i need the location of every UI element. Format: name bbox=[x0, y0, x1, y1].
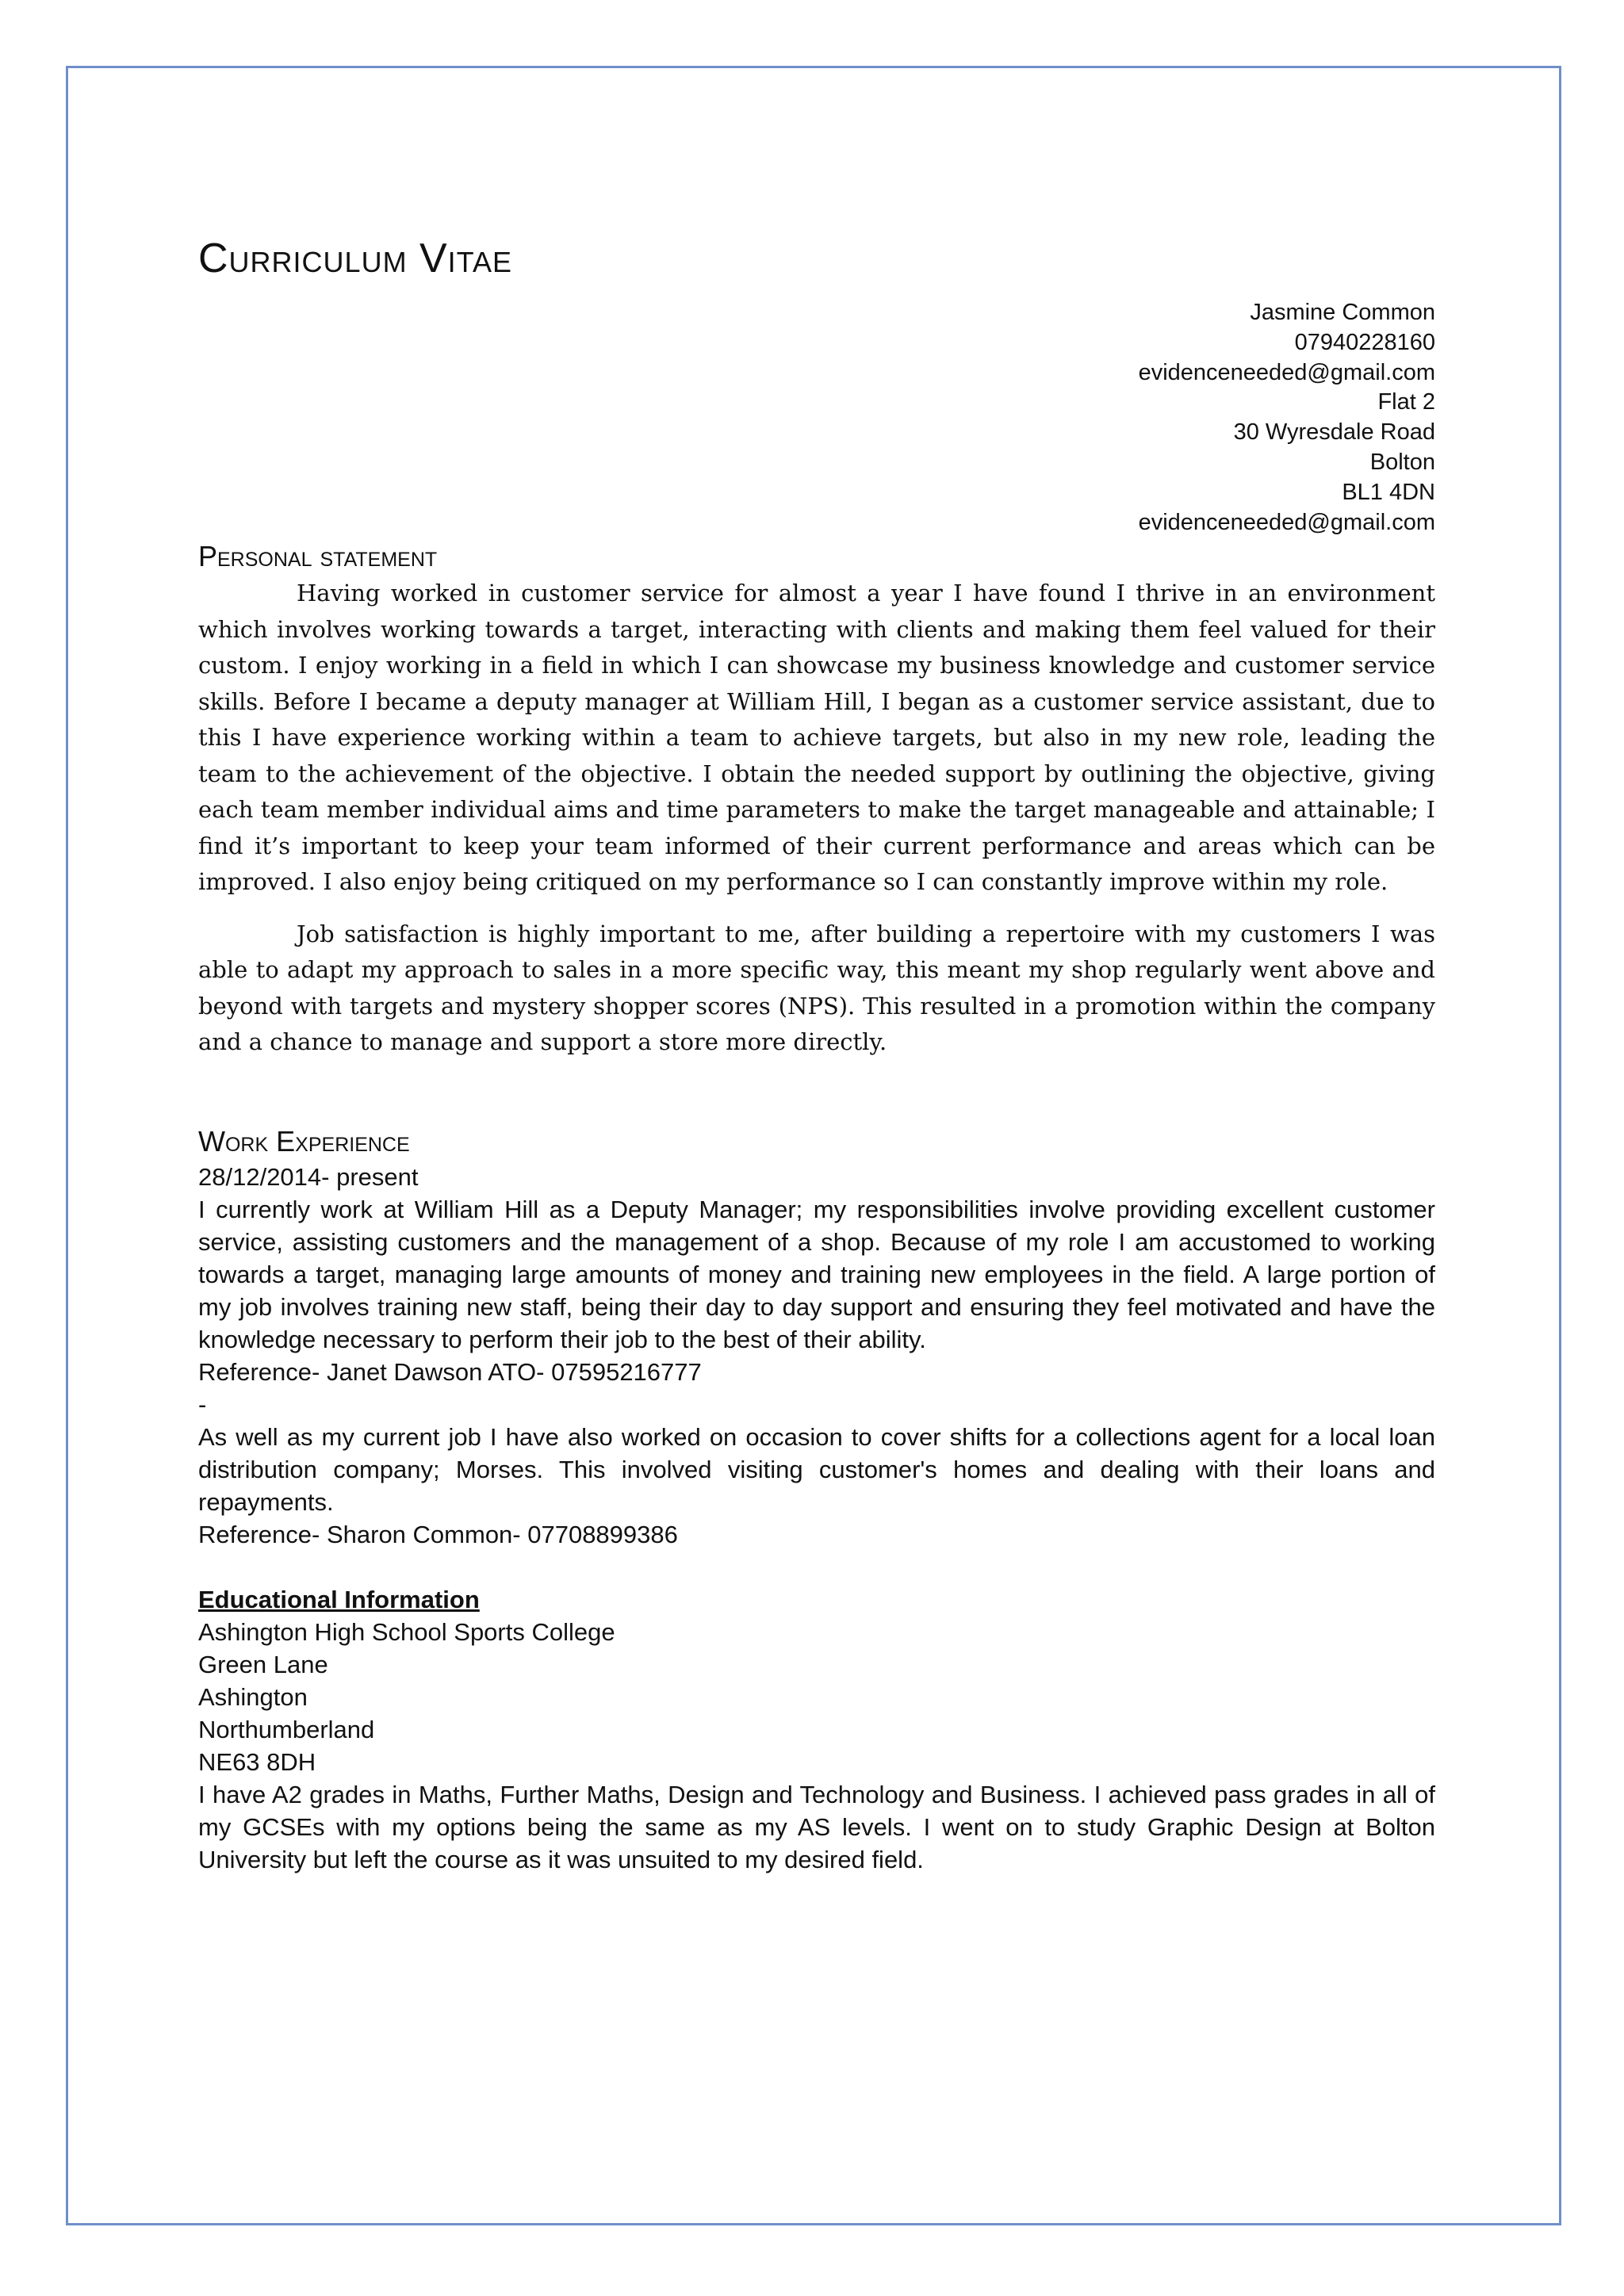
personal-statement bbox=[198, 576, 1435, 1061]
job-reference: Reference- Janet Dawson ATO- 07595216777 bbox=[198, 1357, 702, 1386]
contact-phone: 07940228160 bbox=[1294, 329, 1435, 355]
contact-postcode: BL1 4DN bbox=[1342, 479, 1435, 505]
contact-block bbox=[198, 298, 1435, 538]
contact-city: Bolton bbox=[1369, 449, 1435, 475]
statement-paragraph: Having worked in customer service for almost a year I have found I thrive in an environment which involves working towards a target, interacting with clients and making them feel valued for their custom. I enjoy working in a field in which I can showcase my business knowledge and customer service skills. Before I became a deputy manager at William Hill, I began as a customer service assistant, due to this I have experience working within a team to achieve targets, but also in my new role, leading the team to the achievement of the objective. I obtain the needed support by outlining the objective, giving each team member individual aims and time parameters to make the target manageable and attainable; I find it’s important to keep your team informed of their current performance and areas which can be improved. I also enjoy being critiqued on my performance so I can constantly improve within my role. bbox=[198, 580, 1435, 896]
contact-address-line2: 30 Wyresdale Road bbox=[1233, 419, 1435, 446]
education bbox=[198, 1616, 1435, 1876]
personal-statement-heading: Personal statement bbox=[198, 540, 438, 573]
school-county: Northumberland bbox=[198, 1715, 375, 1743]
separator: - bbox=[198, 1390, 207, 1418]
document-body bbox=[198, 230, 1435, 1876]
work-experience bbox=[198, 1161, 1435, 1551]
school-postcode: NE63 8DH bbox=[198, 1747, 316, 1776]
statement-paragraph: Job satisfaction is highly important to me, after building a repertoire with my customers I was able to adapt my approach to sales in a more specific way, this meant my shop regularly went above and beyond with targets and mystery shopper scores (NPS). This resulted in a promotion within the company and a chance to manage and support a store more directly. bbox=[198, 920, 1435, 1056]
job-reference: Reference- Sharon Common- 07708899386 bbox=[198, 1520, 678, 1548]
work-experience-heading: Work Experience bbox=[198, 1124, 410, 1158]
contact-email: evidenceneeded@gmail.com bbox=[1138, 359, 1435, 385]
contact-address-line1: Flat 2 bbox=[1377, 389, 1435, 415]
job-description: I currently work at William Hill as a Deputy Manager; my responsibilities involve providing excellent customer service, assisting customers and the management of a shop. Because of my role I am accustomed to working towards a target, managing large amounts of money and training new employees in the field. A large portion of my job involves training new staff, being their day to day support and ensuring they feel motivated and have the knowledge necessary to perform their job to the best of their ability. bbox=[198, 1195, 1435, 1353]
job-description: As well as my current job I have also worked on occasion to cover shifts for a collections agent for a local loan distribution company; Morses. This involved visiting customer's homes and dealing with their loans and repayments. bbox=[198, 1422, 1435, 1516]
education-summary: I have A2 grades in Maths, Further Maths, Design and Technology and Business. I achieved pass grades in all of my GCSEs with my options being the same as my AS levels. I went on to study Graphic Design at Bolton University but left the course as it was unsuited to my desired field. bbox=[198, 1780, 1435, 1873]
document-title: Curriculum Vitae bbox=[198, 235, 513, 281]
school-name: Ashington High School Sports College bbox=[198, 1617, 615, 1646]
school-street: Green Lane bbox=[198, 1650, 328, 1678]
employment-dates: 28/12/2014- present bbox=[198, 1162, 419, 1191]
school-town: Ashington bbox=[198, 1682, 308, 1711]
contact-name: Jasmine Common bbox=[1250, 300, 1435, 325]
contact-email-repeat: evidenceneeded@gmail.com bbox=[1138, 509, 1435, 535]
education-heading: Educational Information bbox=[198, 1585, 480, 1613]
